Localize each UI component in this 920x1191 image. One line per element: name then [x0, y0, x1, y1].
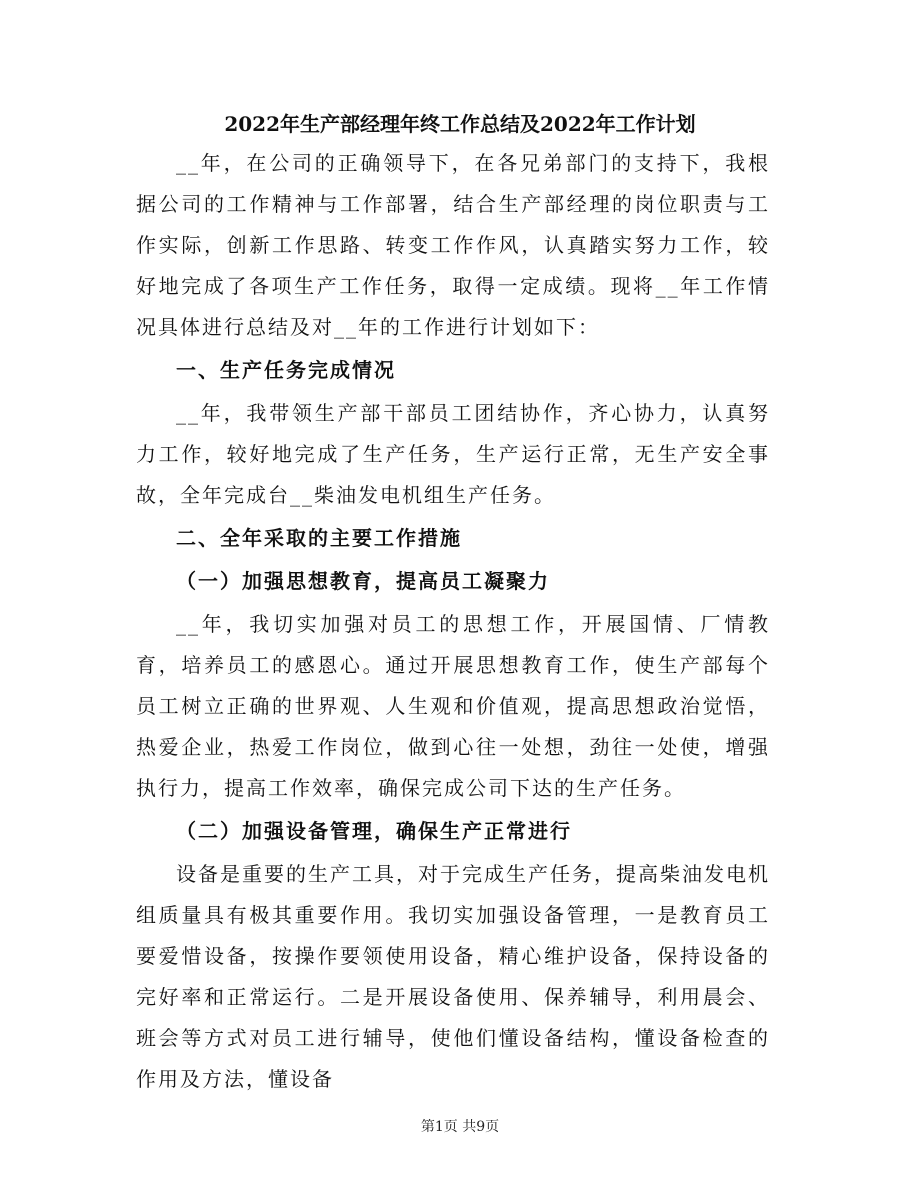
- section-heading-2: 二、全年采取的主要工作措施: [176, 526, 462, 550]
- paragraph-intro: __年，在公司的正确领导下，在各兄弟部门的支持下，我根据公司的工作精神与工作部署，结合生产部经理的岗位职责与工作实际，创新工作思路、转变工作作风，认真踏实努力工作，较好地完成了各项生产工作任务，取得一定成绩。现将__年工作情况具体进行总结及对__年的工作进行计划如下：: [136, 151, 770, 339]
- paragraph-equipment-management: 设备是重要的生产工具，对于完成生产任务，提高柴油发电机组质量具有极其重要作用。我切实加强设备管理，一是教育员工要爱惜设备，按操作要领使用设备，精心维护设备，保持设备的完好率和正常运行。二是开展设备使用、保养辅导，利用晨会、班会等方式对员工进行辅导，使他们懂设备结构，懂设备检查的作用及方法，懂设备: [136, 862, 770, 1091]
- paragraph-ideological-education: __年，我切实加强对员工的思想工作，开展国情、厂情教育，培养员工的感恩心。通过开展思想教育工作，使生产部每个员工树立正确的世界观、人生观和价值观，提高思想政治觉悟，热爱企业，热爱工作岗位，做到心往一处想，劲往一处使，增强执行力，提高工作效率，确保完成公司下达的生产任务。: [136, 612, 770, 800]
- subsection-heading-1: （一）加强思想教育，提高员工凝聚力: [176, 569, 550, 593]
- paragraph-production-tasks: __年，我带领生产部干部员工团结协作，齐心协力，认真努力工作，较好地完成了生产任务，生产运行正常，无生产安全事故，全年完成台__柴油发电机组生产任务。: [136, 401, 770, 507]
- document-title: 2022年生产部经理年终工作总结及2022年工作计划: [224, 112, 696, 136]
- section-heading-1: 一、生产任务完成情况: [176, 358, 396, 382]
- document-body: [136, 143, 770, 1100]
- subsection-heading-2: （二）加强设备管理，确保生产正常进行: [176, 819, 572, 843]
- page-number-footer: 第1页 共9页: [420, 1119, 500, 1135]
